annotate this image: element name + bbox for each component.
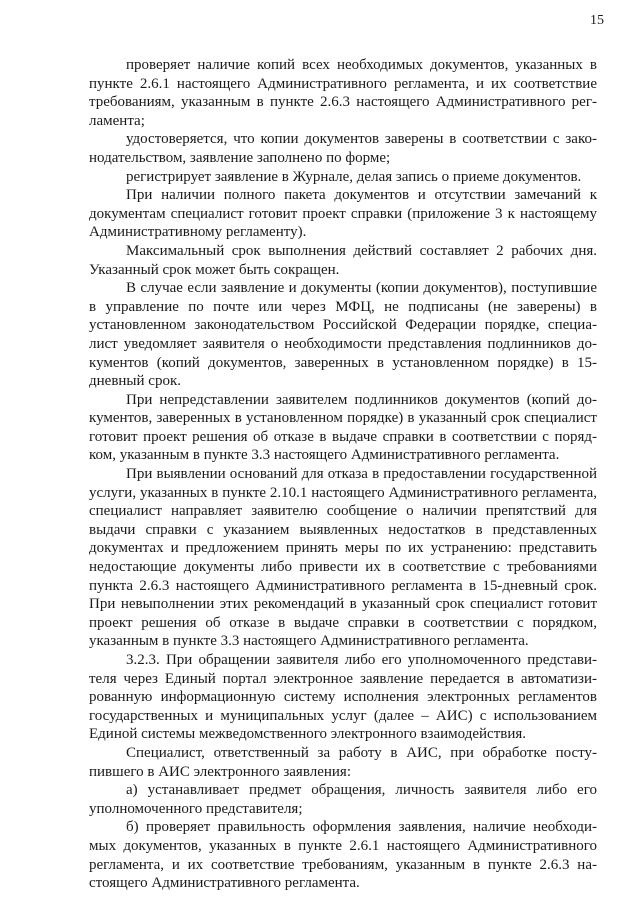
document-body — [89, 56, 597, 893]
paragraph: Специалист, ответственный за работу в АИС, при обработке поступившего в АИС электронного заявления: — [89, 744, 597, 780]
paragraph: а) устанавливает предмет обращения, личность заявителя либо его уполномоченного представителя; — [89, 782, 597, 817]
paragraph: При непредставлении заявителем подлинников документов (копий документов, заверенных в установленном порядке) в указанный срок специалист готовит проект решения об отказе в выдаче справки в соответствии с порядком, указанным в пункте 3.3 настоящего Административного регламента. — [89, 391, 597, 464]
paragraph: удостоверяется, что копии документов заверены в соответствии с законодательством, заявление заполнено по форме; — [89, 131, 597, 166]
page-number: 15 — [590, 13, 604, 28]
paragraph: При выявлении оснований для отказа в предоставлении государственной услуги, указанных в пункте 2.10.1 настоящего Административного регламента, специалист направляет заявителю сообщение о наличии препятствий для выдачи справки с указанием выявленных недостатков в представленных документах и предложением принять меры по их устранению: представить недостающие документы либо привести их в соответствие с требованиями пункта 2.6.3 настоящего Административного регламента в 15-дневный срок. При невыполнении этих рекомендаций в указанный срок специалист готовит проект решения об отказе в выдаче справки в соответствии с порядком, указанным в пункте 3.3 настоящего Административного регламента. — [89, 466, 597, 650]
paragraph: проверяет наличие копий всех необходимых документов, указанных в пункте 2.6.1 настоящего Административного регламента, и их соответствие требованиям, указанным в пункте 2.6.3 настоящего Административного регламента; — [89, 57, 597, 129]
paragraph: Максимальный срок выполнения действий составляет 2 рабочих дня. Указанный срок может быть сокращен. — [89, 242, 597, 278]
paragraph: регистрирует заявление в Журнале, делая запись о приеме документов. — [126, 168, 582, 185]
paragraph: В случае если заявление и документы (копии документов), поступившие в управление по почте или через МФЦ, не подписаны (не заверены) в установленном законодательством Российской Федерации порядке, специалист уведомляет заявителя о необходимости представления подлинников документов (копий документов, заверенных в установленном порядке) в 15-дневный срок. — [89, 280, 597, 390]
paragraph: б) проверяет правильность оформления заявления, наличие необходимых документов, указанных в пункте 2.6.1 настоящего Административного регламента, и их соответствие требованиям, указанным в пункте 2.6.3 настоящего Административного регламента. — [89, 819, 597, 892]
paragraph: При наличии полного пакета документов и отсутствии замечаний к документам специалист готовит проект справки (приложение 3 к настоящему Административному регламенту). — [89, 187, 597, 241]
paragraph: 3.2.3. При обращении заявителя либо его уполномоченного представителя через Единый портал электронное заявление передается в автоматизированную информационную систему исполнения электронных регламентов государственных и муниципальных услуг (далее – АИС) с использованием Единой системы межведомственного электронного взаимодействия. — [89, 652, 597, 743]
